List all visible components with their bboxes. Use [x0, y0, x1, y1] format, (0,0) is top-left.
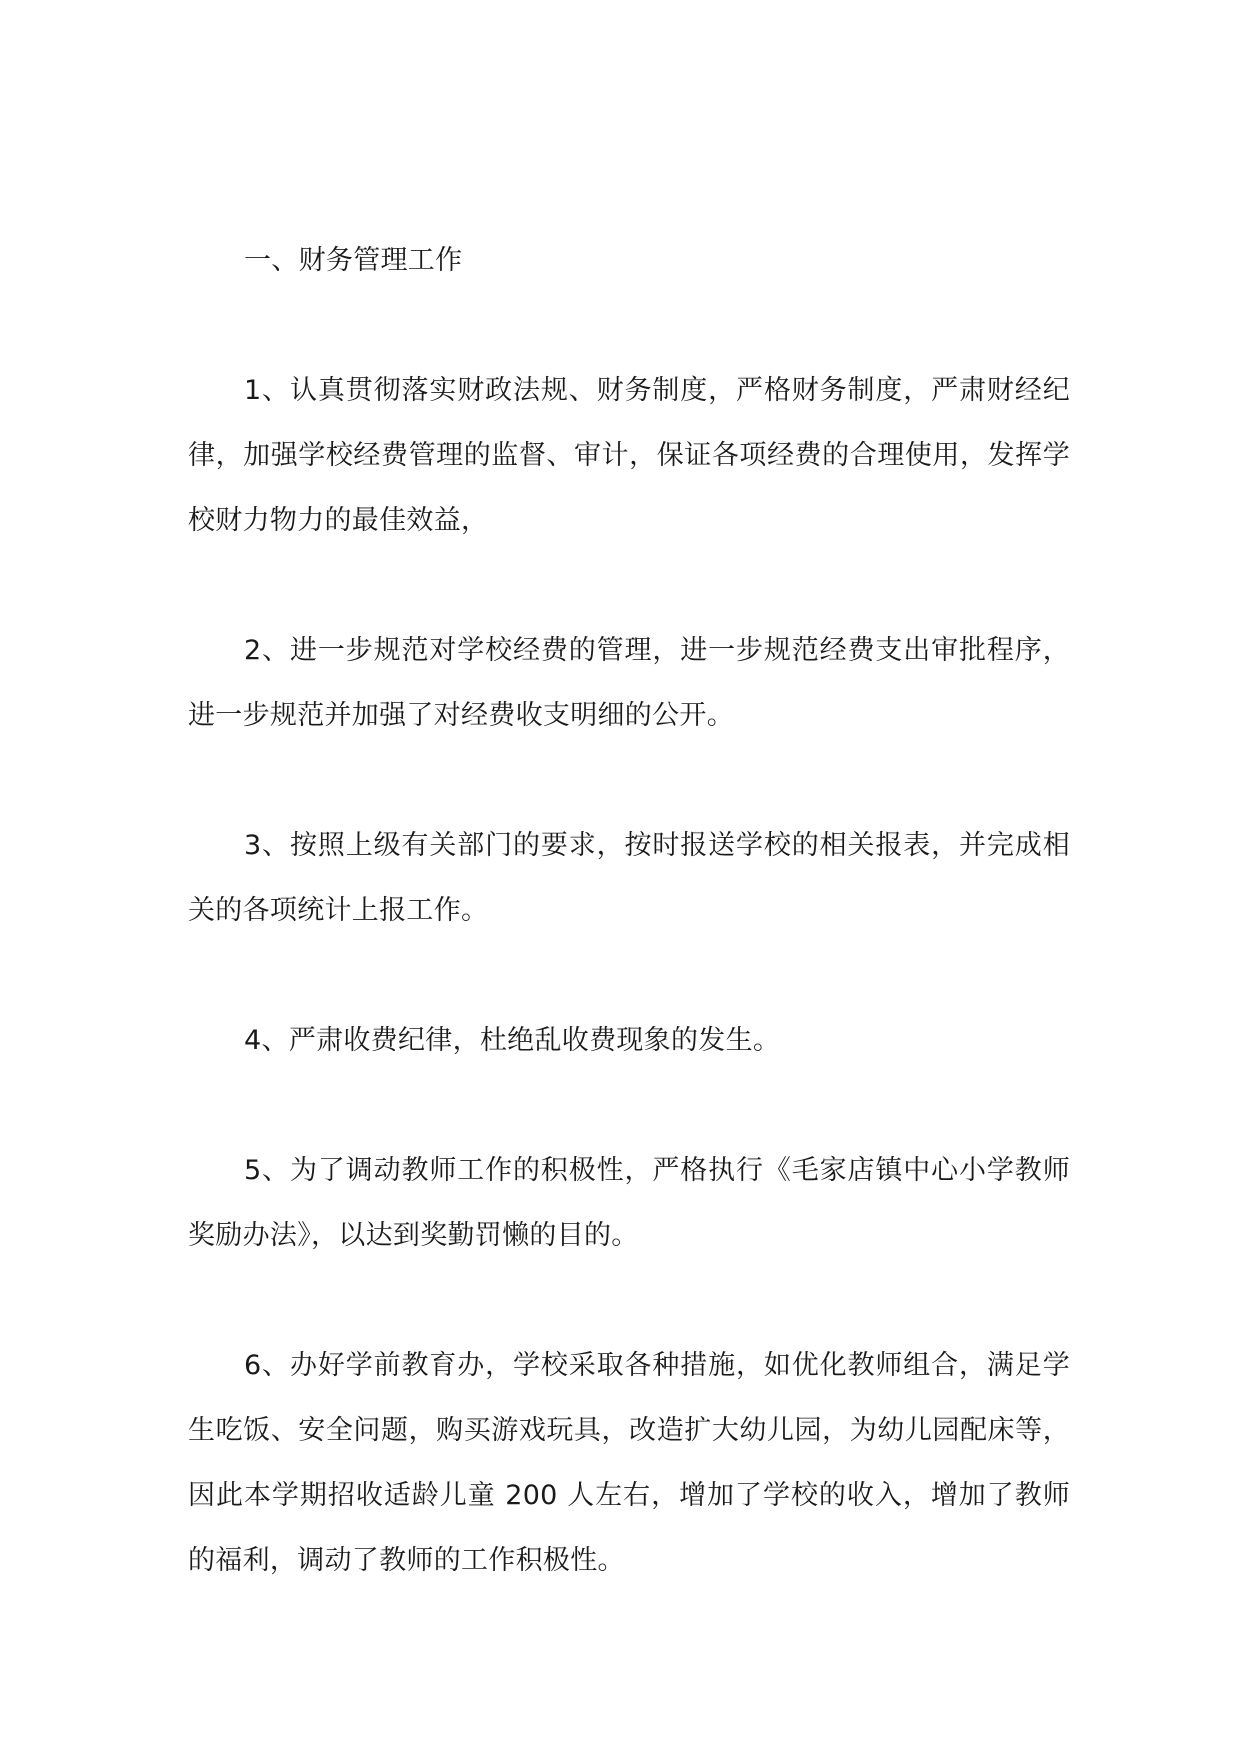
paragraph-4: 4、严肃收费纪律，杜绝乱收费现象的发生。	[244, 1025, 781, 1056]
document-body	[188, 228, 1070, 1593]
paragraph-1: 1、认真贯彻落实财政法规、财务制度，严格财务制度，严肃财经纪律，加强学校经费管理的监督、审计，保证各项经费的合理使用，发挥学校财力物力的最佳效益，	[188, 375, 1070, 536]
paragraph-6: 6、办好学前教育办，学校采取各种措施，如优化教师组合，满足学生吃饭、安全问题，购买游戏玩具，改造扩大幼儿园，为幼儿园配床等，因此本学期招收适龄儿童 200 人左右，增加了学校的收入，增加了教师的福利，调动了教师的工作积极性。	[188, 1350, 1070, 1576]
paragraph-3: 3、按照上级有关部门的要求，按时报送学校的相关报表，并完成相关的各项统计上报工作。	[188, 830, 1070, 926]
paragraph-5: 5、为了调动教师工作的积极性，严格执行《毛家店镇中心小学教师奖励办法》，以达到奖勤罚懒的目的。	[188, 1155, 1070, 1251]
section-heading: 一、财务管理工作	[244, 245, 463, 276]
paragraph-2: 2、进一步规范对学校经费的管理，进一步规范经费支出审批程序，进一步规范并加强了对经费收支明细的公开。	[188, 635, 1070, 731]
